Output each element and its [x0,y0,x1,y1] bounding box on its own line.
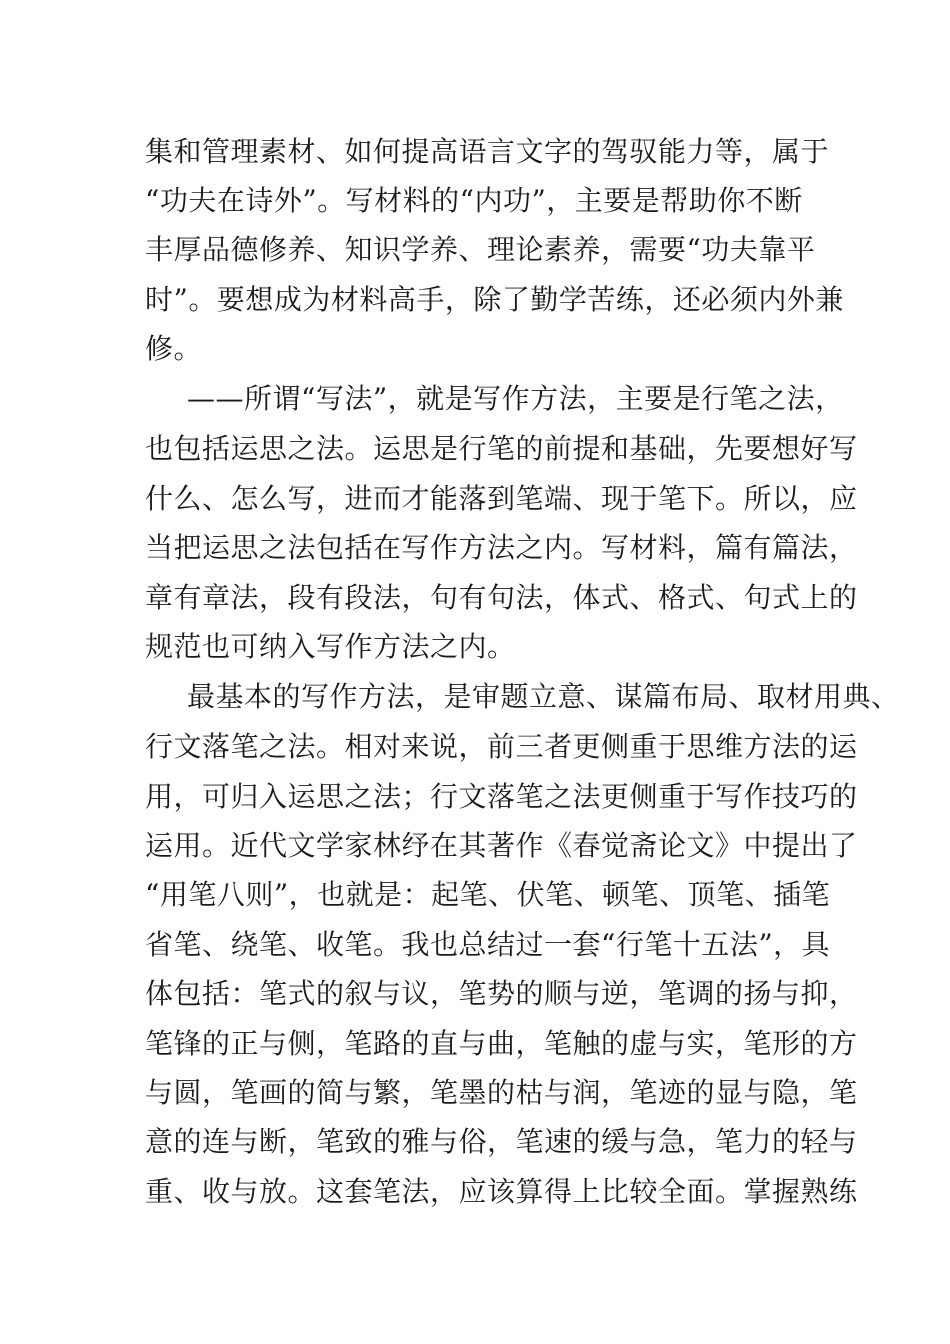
text-line: 笔锋的正与侧，笔路的直与曲，笔触的虚与实，笔形的方 [145,1027,858,1060]
text-line: “用笔八则”，也就是：起笔、伏笔、顿笔、顶笔、插笔 [145,878,831,911]
text-line: 与圆，笔画的简与繁，笔墨的枯与润，笔迹的显与隐，笔 [145,1076,858,1109]
text-line: 用，可归入运思之法；行文落笔之法更侧重于写作技巧的 [145,780,858,813]
text-line: 重、收与放。这套笔法，应该算得上比较全面。掌握熟练 [145,1175,858,1208]
text-line: 运用。近代文学家林纾在其著作《春觉斋论文》中提出了 [145,829,858,862]
text-line: 章有章法，段有段法，句有句法，体式、格式、句式上的 [145,581,858,614]
text-line: 行文落笔之法。相对来说，前三者更侧重于思维方法的运 [145,730,858,763]
text-line: 意的连与断，笔致的雅与俗，笔速的缓与急，笔力的轻与 [145,1125,858,1158]
text-line: 什么、怎么写，进而才能落到笔端、现于笔下。所以，应 [145,482,858,515]
text-line: 也包括运思之法。运思是行笔的前提和基础，先要想好写 [145,432,858,465]
text-line: 规范也可纳入写作方法之内。 [145,630,516,663]
paragraph-start-line: ——所谓“写法”，就是写作方法，主要是行笔之法， [187,382,844,415]
text-line: 当把运思之法包括在写作方法之内。写材料，篇有篇法， [145,531,858,564]
text-line: 丰厚品德修养、知识学养、理论素养，需要“功夫靠平 [145,233,816,266]
paragraph-start-line: 最基本的写作方法，是审题立意、谋篇布局、取材用典、 [187,680,900,713]
text-line: “功夫在诗外”。写材料的“内功”，主要是帮助你不断 [145,184,803,217]
text-line: 集和管理素材、如何提高语言文字的驾驭能力等，属于 [145,135,830,168]
text-line: 省笔、绕笔、收笔。我也总结过一套“行笔十五法”，具 [145,928,831,961]
text-line: 修。 [145,332,203,365]
text-line: 体包括：笔式的叙与议，笔势的顺与逆，笔调的扬与抑， [145,977,858,1010]
text-line: 时”。要想成为材料高手，除了勤学苦练，还必须内外兼 [145,283,844,316]
